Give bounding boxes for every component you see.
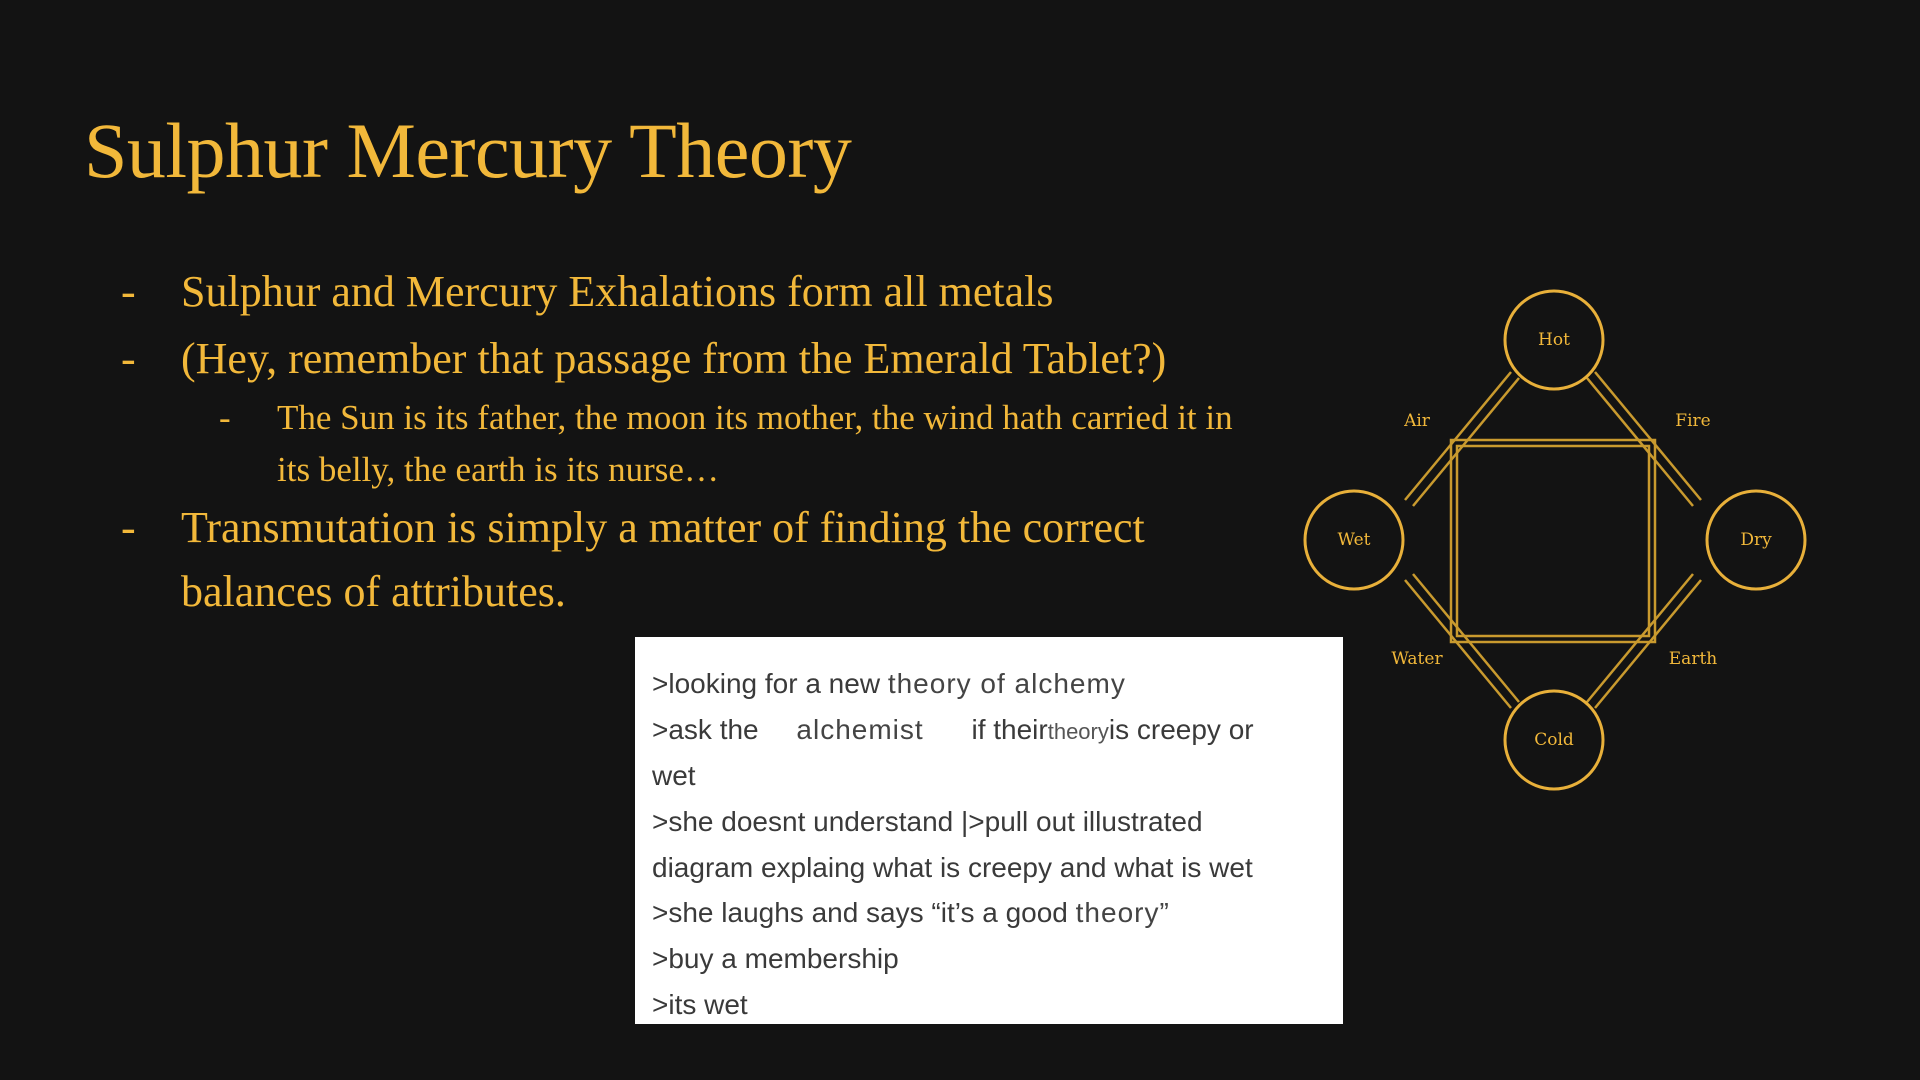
bullet-line: Transmutation is simply a matter of finding the correct — [181, 503, 1145, 552]
meme-text: >looking for a new — [652, 668, 881, 699]
bullet-item — [121, 496, 1145, 624]
bullet-text: (Hey, remember that passage from the Emerald Tablet?) — [181, 334, 1167, 383]
node-hot-label: Hot — [1538, 330, 1570, 350]
sub-bullet-line: The Sun is its father, the moon its mother, the wind hath carried it in — [277, 398, 1233, 437]
element-earth-label: Earth — [1668, 649, 1718, 669]
slide-title: Sulphur Mercury Theory — [84, 107, 852, 194]
bullet-item — [121, 260, 1054, 324]
bullet-marker: - — [219, 398, 231, 437]
meme-line — [652, 710, 1254, 752]
diagram-inner-square — [1451, 440, 1655, 642]
bullet-marker: - — [121, 503, 136, 552]
bullet-text: Sulphur and Mercury Exhalations form all metals — [181, 267, 1054, 316]
diagram-inner-square-inner — [1457, 446, 1649, 636]
meme-inserted-text: alchemist — [796, 714, 924, 745]
meme-line — [652, 664, 1126, 704]
meme-line: >she doesnt understand |>pull out illustrated — [652, 806, 1203, 837]
meme-text: if their — [971, 714, 1048, 745]
element-water-label: Water — [1391, 649, 1443, 669]
meme-text: >she laughs and says “it’s a good — [652, 897, 1068, 928]
meme-text: is creepy or — [1108, 714, 1254, 745]
node-wet-label: Wet — [1337, 530, 1371, 550]
node-dry-label: Dry — [1740, 530, 1772, 550]
meme-line — [652, 893, 1170, 933]
meme-inserted-text: theory — [1047, 719, 1109, 744]
meme-line: >its wet — [652, 989, 748, 1020]
element-fire-label: Fire — [1675, 411, 1711, 431]
meme-line: diagram explaing what is creepy and what is wet — [652, 852, 1253, 883]
meme-text: >ask the — [652, 714, 759, 745]
bullet-item — [121, 327, 1167, 391]
sub-bullet-line: its belly, the earth is its nurse… — [277, 450, 719, 489]
meme-inserted-text: theory of alchemy — [887, 668, 1126, 699]
meme-text-card — [635, 637, 1343, 1024]
elements-diagram — [1290, 280, 1830, 800]
bullet-marker: - — [121, 334, 136, 383]
bullet-line: balances of attributes. — [181, 567, 566, 616]
sub-bullet-item — [219, 392, 1233, 496]
bullet-marker: - — [121, 267, 136, 316]
node-cold-label: Cold — [1534, 730, 1574, 750]
meme-inserted-text: theory” — [1075, 897, 1170, 928]
element-air-label: Air — [1404, 411, 1430, 431]
meme-line: >buy a membership — [652, 943, 899, 974]
meme-line: wet — [652, 760, 696, 791]
